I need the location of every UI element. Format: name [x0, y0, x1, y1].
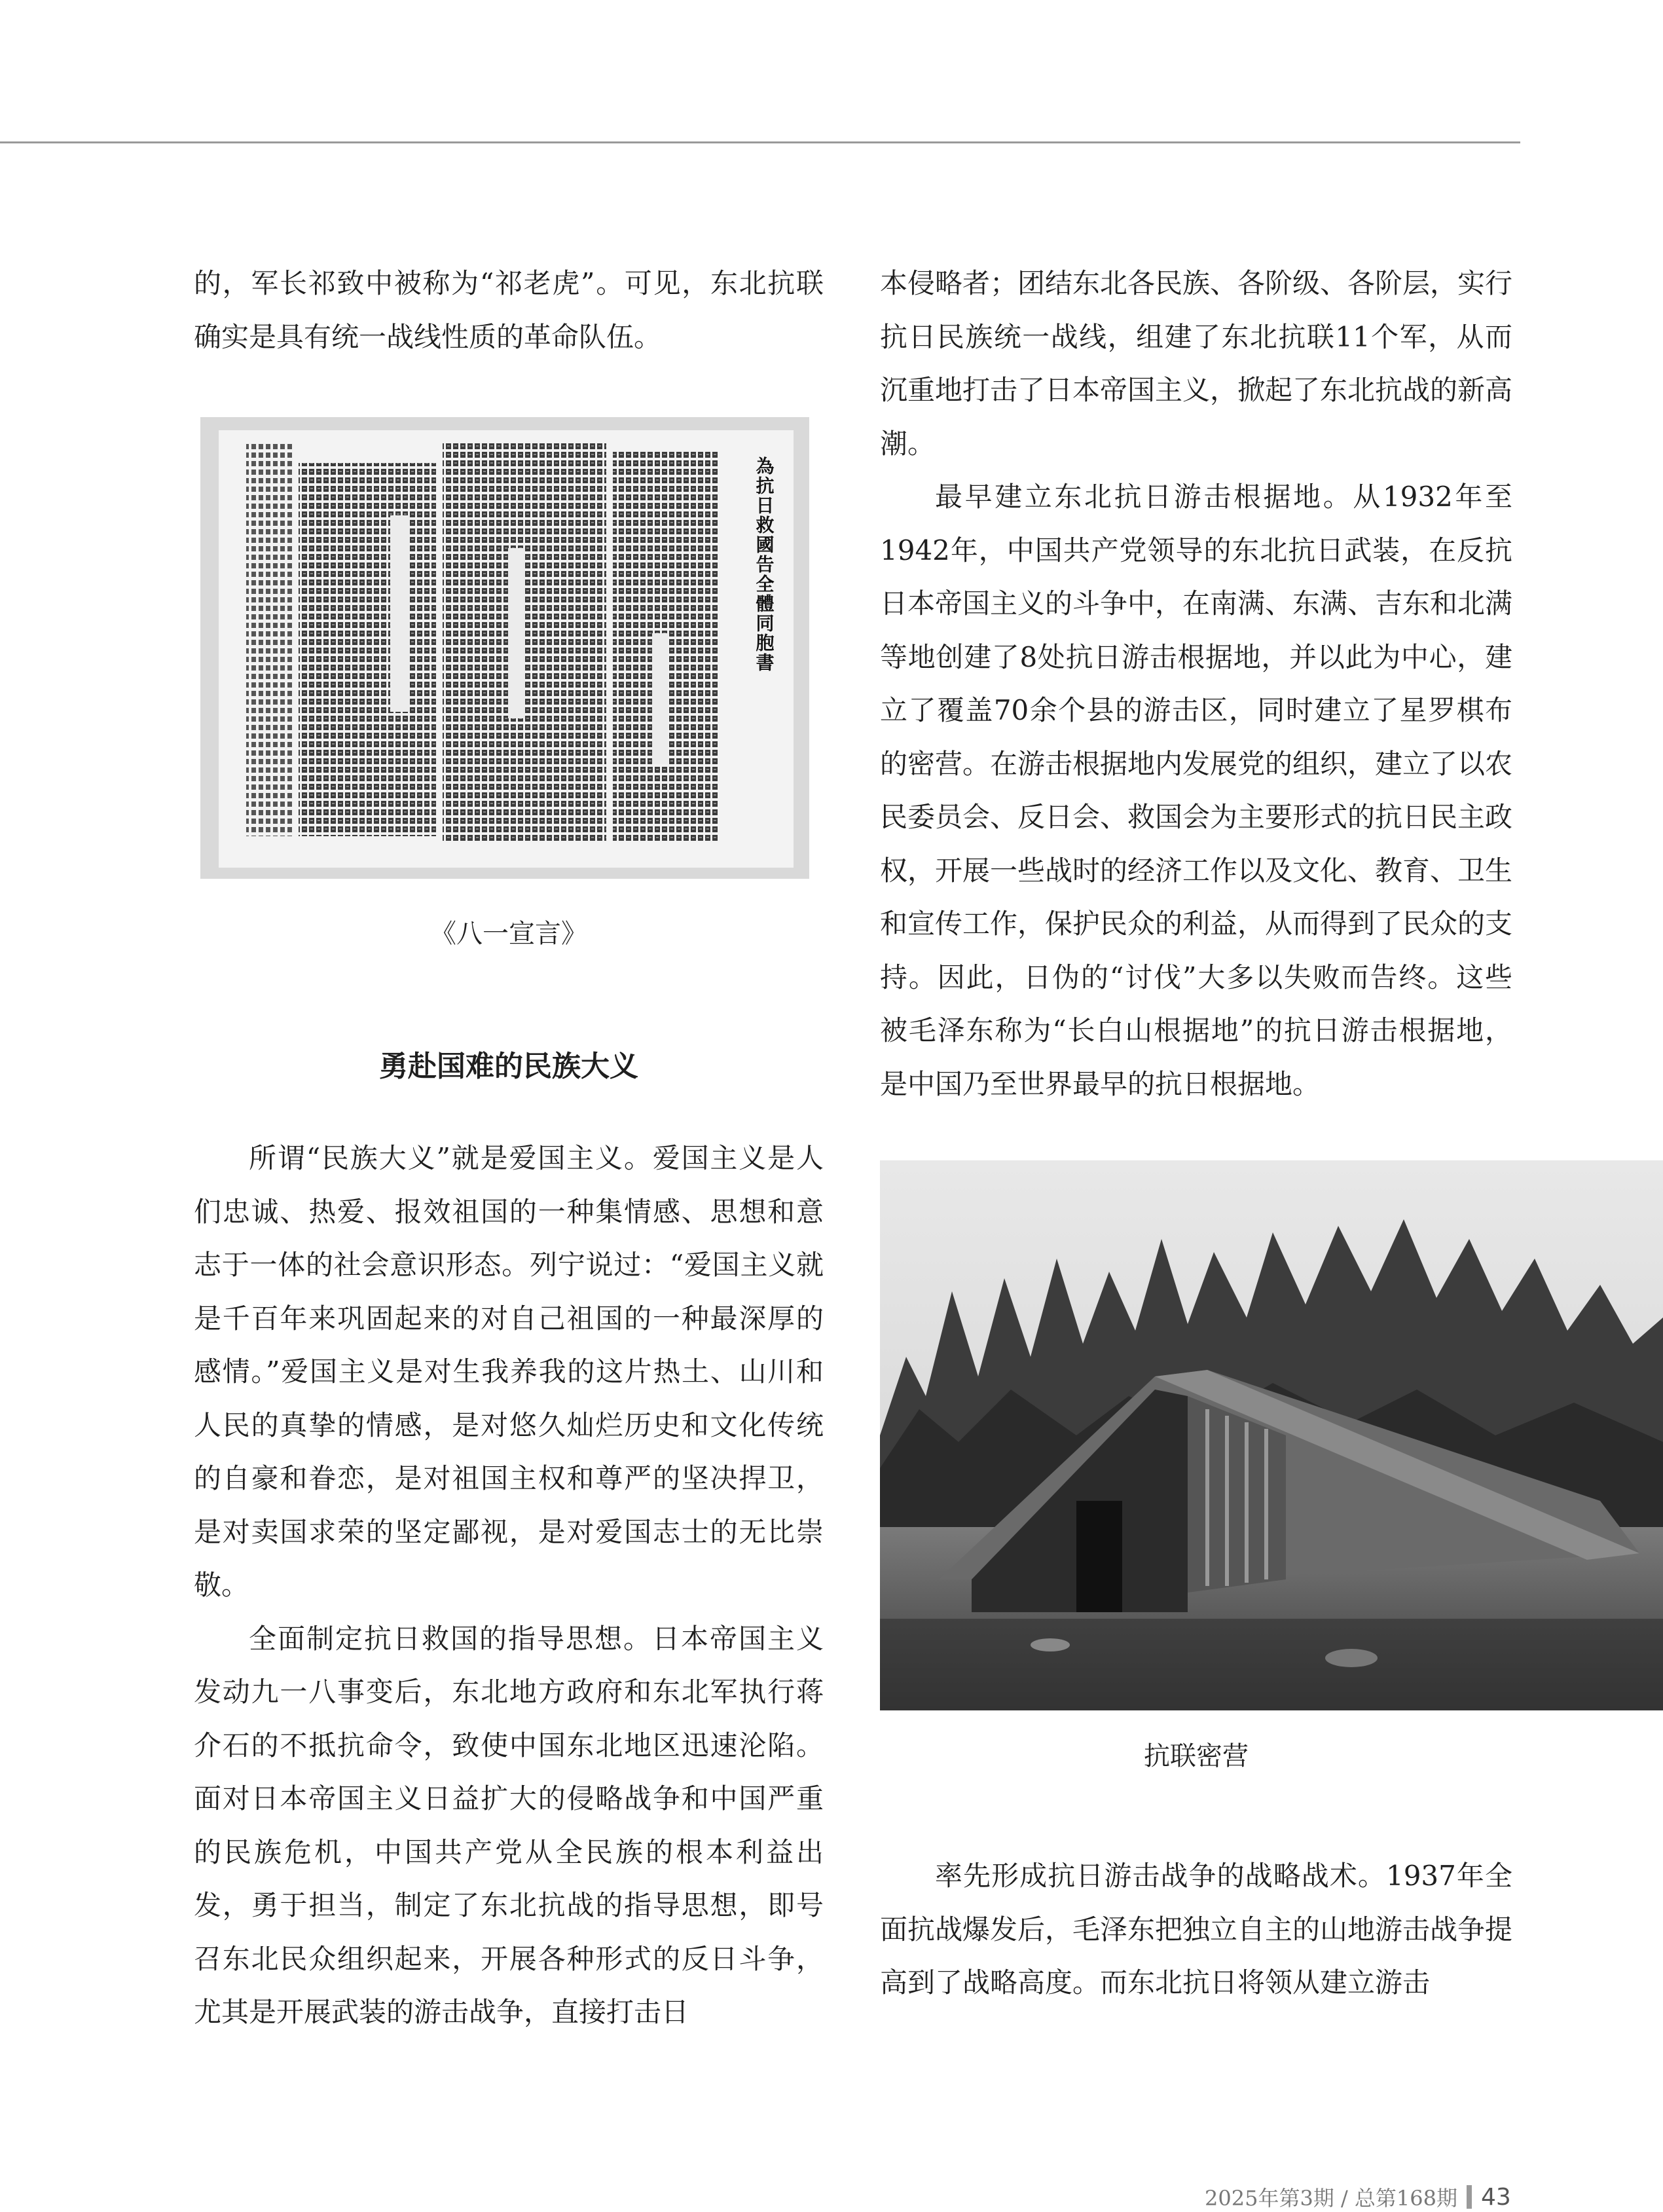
page-footer: [1205, 2182, 1511, 2212]
figure-caption-secret-camp: 抗联密营: [1144, 1741, 1249, 1771]
figure-caption-bayi: 《八一宣言》: [430, 919, 587, 949]
left-paragraph-2: 所谓“民族大义”就是爱国主义。爱国主义是人们忠诚、热爱、报效祖国的一种集情感、思想和意志于一体的社会意识形态。列宁说过：“爱国主义就是千百年来巩固起来的对自己祖国的一种最深厚的感情。”爱国主义是对生我养我的这片热土、山川和人民的真挚的情感，是对悠久灿烂历史和文化传统的自豪和眷恋，是对祖国主权和尊严的坚决捍卫，是对卖国求荣的坚定鄙视，是对爱国志士的无比崇敬。: [194, 1142, 824, 1601]
figure-secret-camp: [880, 1160, 1512, 1710]
declaration-title-text: 為抗日救國告全體同胞書: [753, 456, 775, 673]
left-paragraph-1: 的，军长祁致中被称为“祁老虎”。可见，东北抗联确实是具有统一战线性质的革命队伍。: [194, 267, 824, 353]
header-rule: [0, 141, 1520, 143]
secret-camp-photo: [880, 1160, 1663, 1710]
section-heading: 勇赴国难的民族大义: [379, 1050, 638, 1083]
right-paragraph-1: 本侵略者；团结东北各民族、各阶级、各阶层，实行抗日民族统一战线，组建了东北抗联11个军，从而沉重地打击了日本帝国主义，掀起了东北抗战的新高潮。: [880, 267, 1513, 460]
left-column: [194, 257, 824, 2039]
footer-divider: [1467, 2185, 1472, 2209]
figure-bayi-declaration: [200, 417, 824, 879]
left-paragraph-3: 全面制定抗日救国的指导思想。日本帝国主义发动九一八事变后，东北地方政府和东北军执行蒋介石的不抵抗命令，致使中国东北地区迅速沦陷。面对日本帝国主义日益扩大的侵略战争和中国严重的民族危机，中国共产党从全民族的根本利益出发，勇于担当，制定了东北抗战的指导思想，即号召东北民众组织起来，开展各种形式的反日斗争，尤其是开展武装的游击战争，直接打击日: [194, 1622, 824, 2028]
issue-info: 2025年第3期 / 总第168期: [1205, 2186, 1458, 2211]
right-paragraph-3: 率先形成抗日游击战争的战略战术。1937年全面抗战爆发后，毛泽东把独立自主的山地游击战争提高到了战略高度。而东北抗日将领从建立游击: [880, 1860, 1513, 1999]
page-number: 43: [1481, 2183, 1511, 2211]
bayi-declaration-photo: [200, 417, 809, 879]
right-column: [880, 257, 1512, 2010]
right-paragraph-2: 最早建立东北抗日游击根据地。从1932年至1942年，中国共产党领导的东北抗日武装，在反抗日本帝国主义的斗争中，在南满、东满、吉东和北满等地创建了8处抗日游击根据地，并以此为中心，建立了覆盖70余个县的游击区，同时建立了星罗棋布的密营。在游击根据地内发展党的组织，建立了以农民委员会、反日会、救国会为主要形式的抗日民主政权，开展一些战时的经济工作以及文化、教育、卫生和宣传工作，保护民众的利益，从而得到了民众的支持。因此，日伪的“讨伐”大多以失败而告终。这些被毛泽东称为“长白山根据地”的抗日游击根据地，是中国乃至世界最早的抗日根据地。: [880, 481, 1513, 1100]
